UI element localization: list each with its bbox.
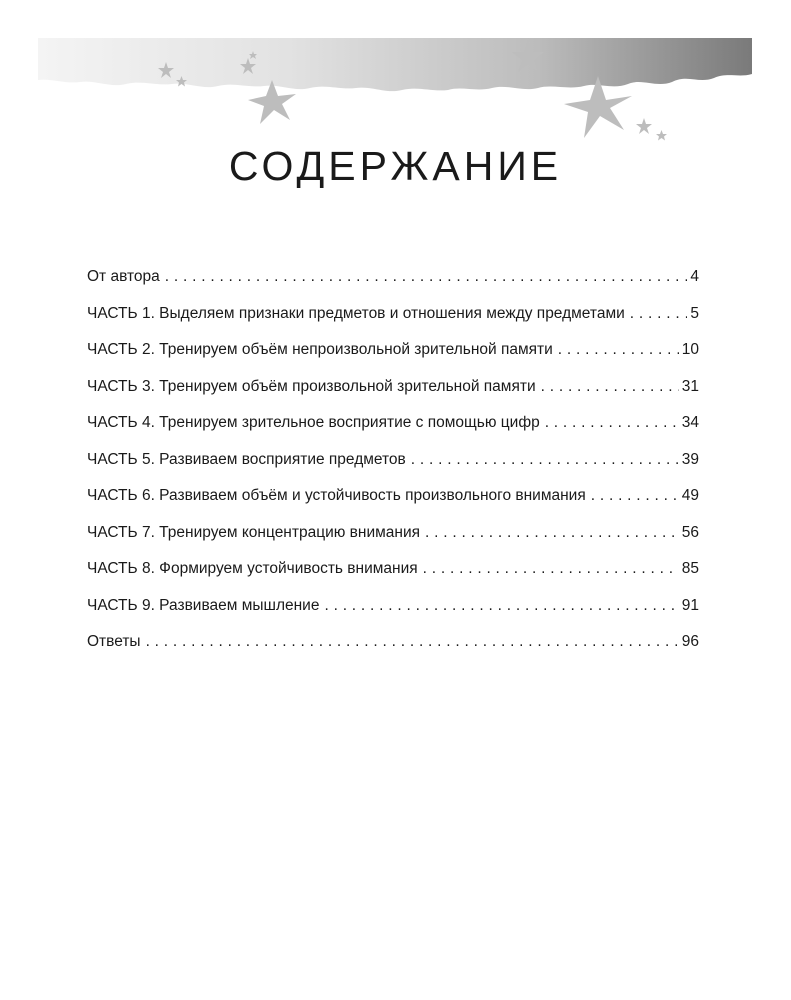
toc-item-page: 49 bbox=[681, 487, 699, 504]
toc-item-page: 91 bbox=[681, 596, 699, 614]
toc-item[interactable] bbox=[87, 554, 699, 591]
toc-item-page: 56 bbox=[681, 523, 699, 541]
stars-banner-icon bbox=[38, 38, 752, 148]
dot-leader bbox=[591, 481, 679, 511]
toc-item-page: 39 bbox=[681, 450, 699, 468]
dot-leader bbox=[146, 627, 679, 657]
toc-item-title: ЧАСТЬ 5. Развиваем восприятие предметов bbox=[87, 450, 406, 468]
toc-item-title: ЧАСТЬ 6. Развиваем объём и устойчивость произвольного внимания bbox=[87, 487, 586, 504]
toc-item[interactable] bbox=[87, 299, 699, 336]
toc-item[interactable] bbox=[87, 335, 699, 372]
dot-leader bbox=[630, 299, 688, 329]
dot-leader bbox=[425, 518, 679, 548]
page-title: СОДЕРЖАНИЕ bbox=[228, 143, 563, 189]
dot-leader bbox=[545, 408, 679, 438]
toc-item-page: 4 bbox=[690, 268, 699, 285]
toc-item[interactable] bbox=[87, 591, 699, 628]
dot-leader bbox=[558, 335, 679, 365]
toc-item-title: ЧАСТЬ 4. Тренируем зрительное восприятие с помощью цифр bbox=[87, 414, 540, 431]
toc-item-title: ЧАСТЬ 8. Формируем устойчивость внимания bbox=[87, 560, 418, 577]
toc-item[interactable] bbox=[87, 262, 699, 299]
toc-item[interactable] bbox=[87, 518, 699, 555]
toc-item-page: 31 bbox=[681, 377, 699, 395]
toc-item-page: 5 bbox=[690, 304, 699, 322]
header-banner bbox=[38, 38, 752, 148]
toc-item[interactable] bbox=[87, 372, 699, 409]
toc-item-title: ЧАСТЬ 3. Тренируем объём произвольной зрительной памяти bbox=[87, 377, 536, 395]
toc-item-title: Ответы bbox=[87, 633, 141, 650]
toc-item-title: ЧАСТЬ 7. Тренируем концентрацию внимания bbox=[87, 523, 421, 541]
table-of-contents bbox=[87, 262, 699, 664]
toc-item-title: От автора bbox=[87, 268, 160, 285]
toc-item[interactable] bbox=[87, 627, 699, 664]
toc-item[interactable] bbox=[87, 408, 699, 445]
toc-item-page: 85 bbox=[681, 560, 699, 577]
toc-item-title: ЧАСТЬ 9. Развиваем мышление bbox=[87, 596, 320, 614]
toc-item[interactable] bbox=[87, 481, 699, 518]
dot-leader bbox=[541, 372, 679, 402]
toc-item[interactable] bbox=[87, 445, 699, 482]
toc-item-page: 10 bbox=[681, 341, 699, 358]
toc-item-page: 96 bbox=[681, 633, 699, 650]
dot-leader bbox=[165, 262, 688, 292]
dot-leader bbox=[423, 554, 679, 584]
toc-item-title: ЧАСТЬ 2. Тренируем объём непроизвольной зрительной памяти bbox=[87, 341, 553, 358]
toc-item-page: 34 bbox=[681, 414, 699, 431]
toc-item-title: ЧАСТЬ 1. Выделяем признаки предметов и отношения между предметами bbox=[87, 304, 625, 322]
dot-leader bbox=[411, 445, 679, 475]
dot-leader bbox=[324, 591, 678, 621]
